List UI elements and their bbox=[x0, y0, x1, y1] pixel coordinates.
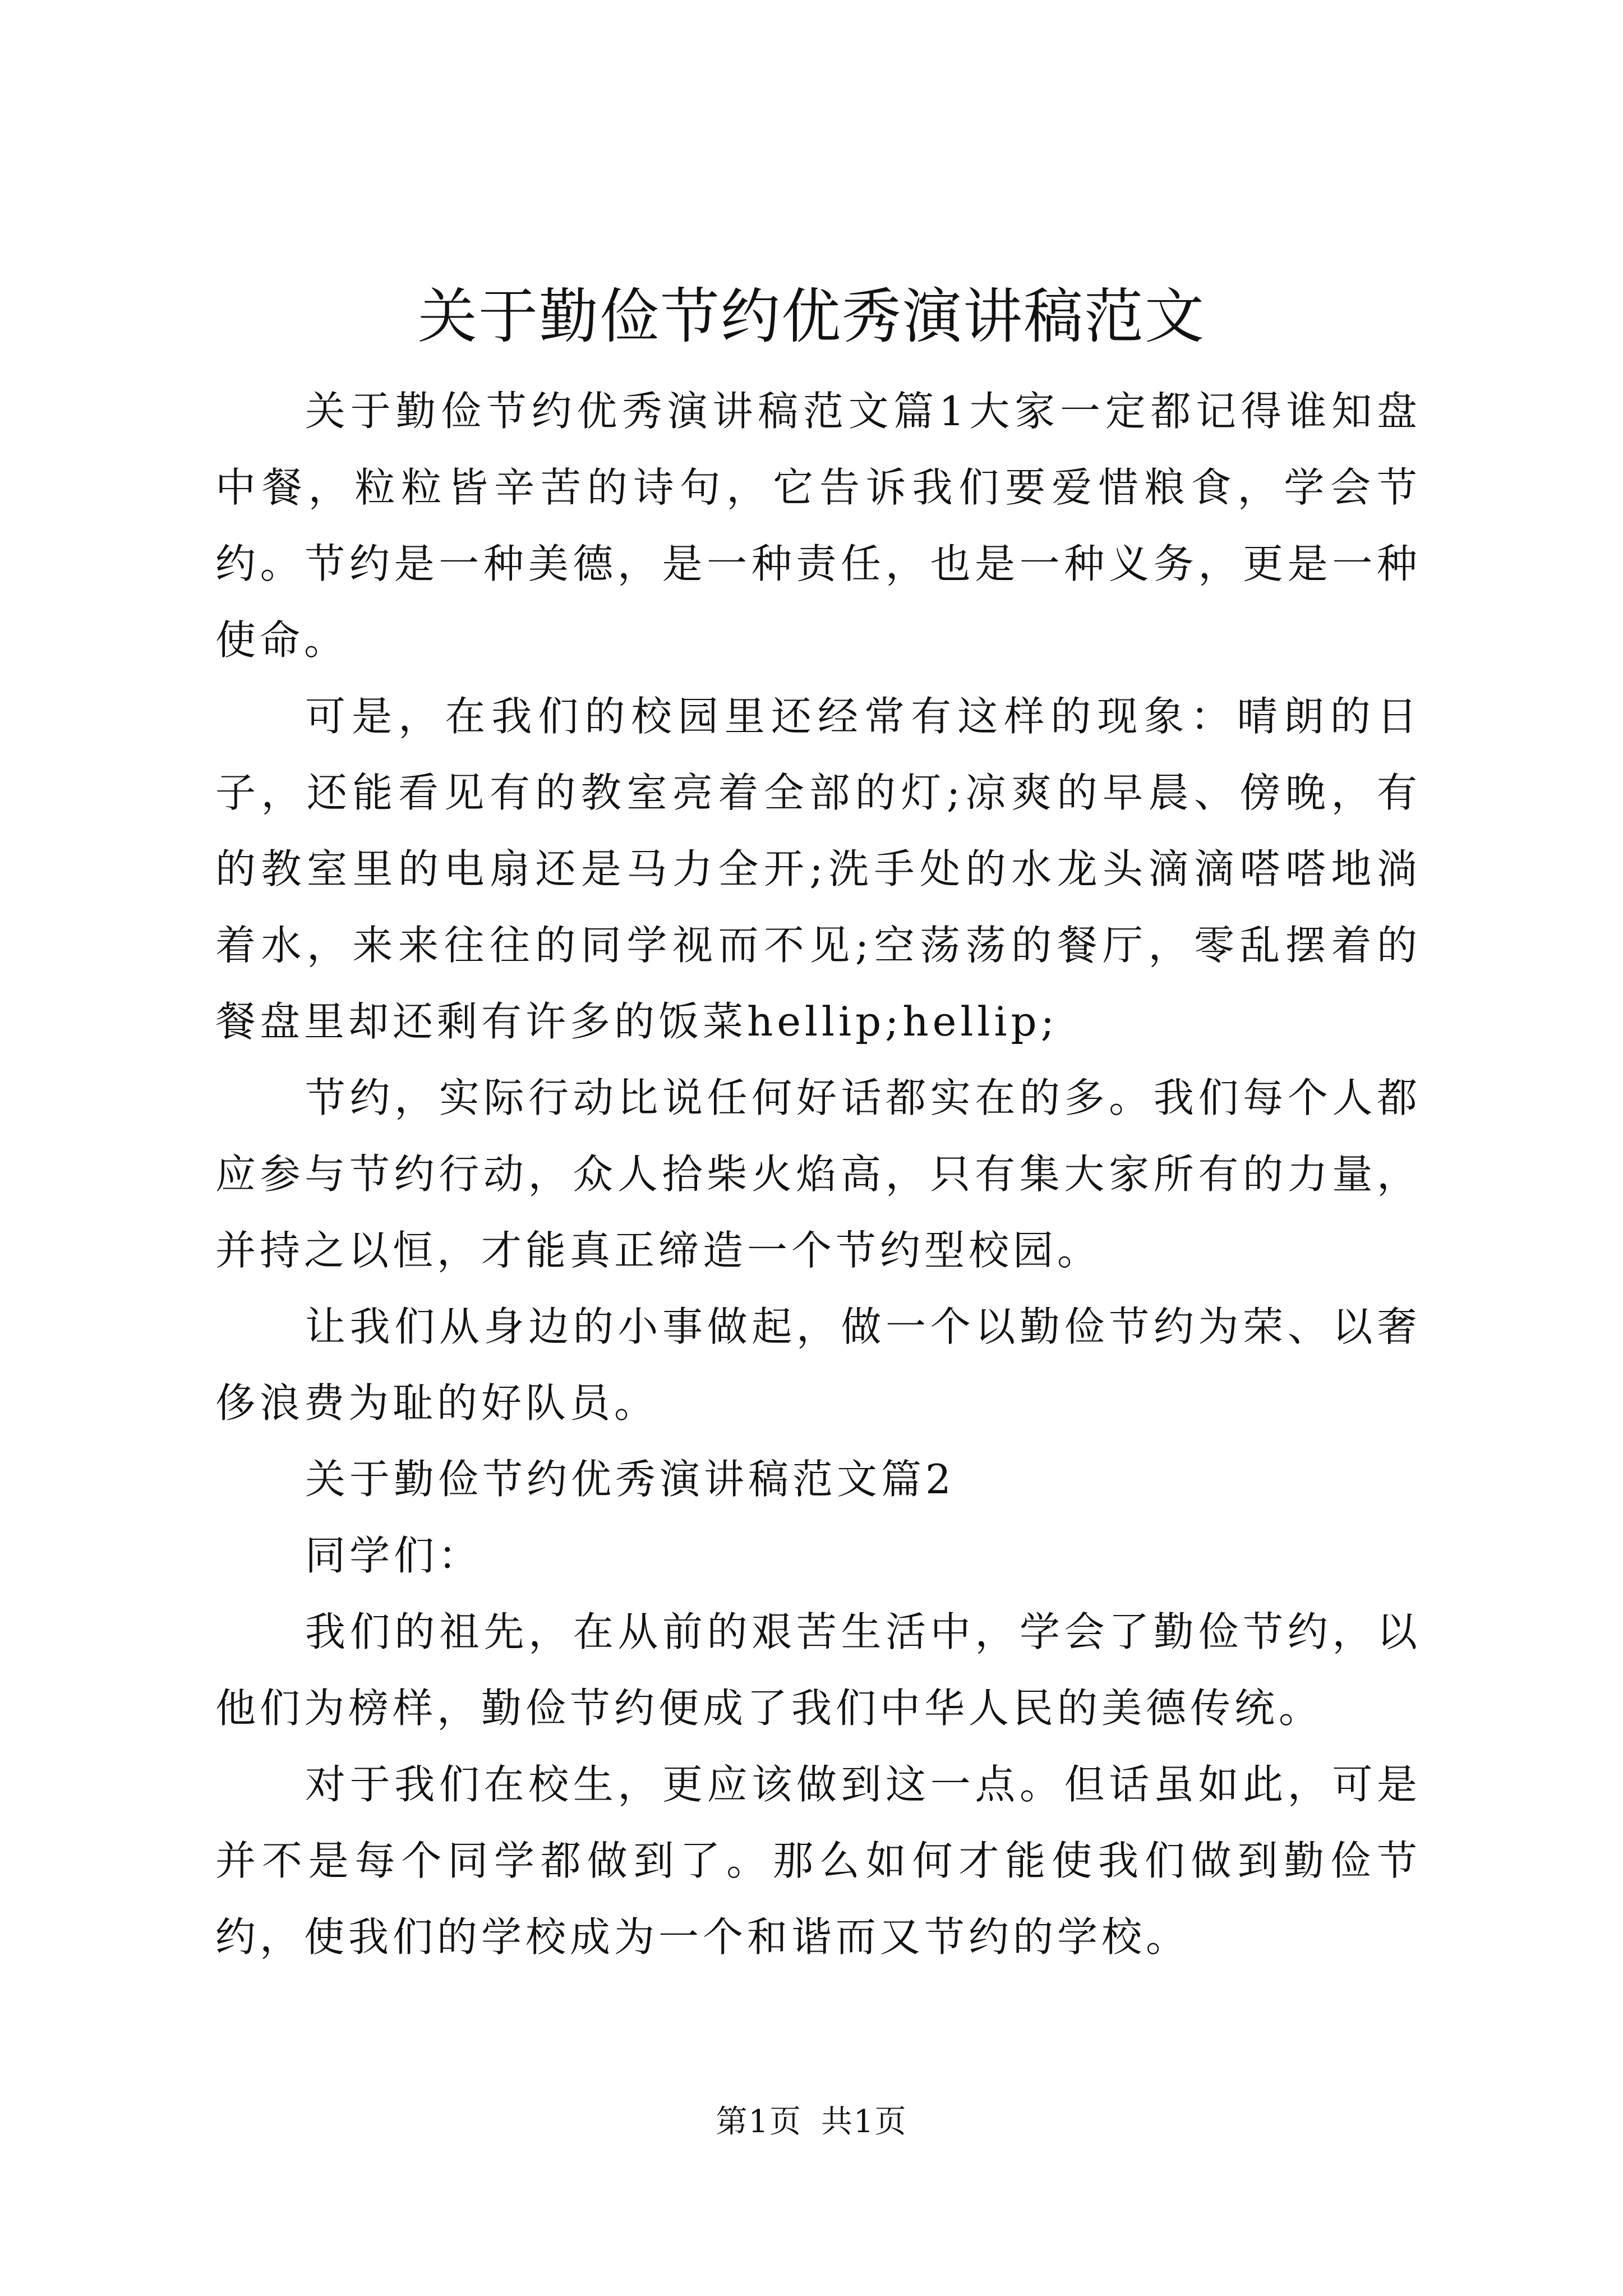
page-number: 第1页 bbox=[716, 2104, 802, 2140]
document-title: 关于勤俭节约优秀演讲稿范文 bbox=[418, 282, 1205, 351]
paragraph: 节约，实际行动比说任何好话都实在的多。我们每个人都应参与节约行动，众人拾柴火焰高，只有集大家所有的力量，并持之以恒，才能真正缔造一个节约型校园。 bbox=[215, 1074, 1421, 1274]
page-footer bbox=[0, 2102, 1623, 2142]
paragraph: 关于勤俭节约优秀演讲稿范文篇1大家一定都记得谁知盘中餐，粒粒皆辛苦的诗句，它告诉我们要爱惜粮食，学会节约。节约是一种美德，是一种责任，也是一种义务，更是一种使命。 bbox=[215, 388, 1421, 664]
document-body bbox=[215, 373, 1421, 1975]
paragraph: 我们的祖先，在从前的艰苦生活中，学会了勤俭节约，以他们为榜样，勤俭节约便成了我们中华人民的美德传统。 bbox=[215, 1608, 1421, 1732]
section-heading: 关于勤俭节约优秀演讲稿范文篇2 bbox=[305, 1456, 955, 1503]
salutation: 同学们： bbox=[305, 1532, 483, 1579]
paragraph: 对于我们在校生，更应该做到这一点。但话虽如此，可是并不是每个同学都做到了。那么如何才能使我们做到勤俭节约，使我们的学校成为一个和谐而又节约的学校。 bbox=[215, 1761, 1421, 1961]
page-total: 共1页 bbox=[821, 2104, 907, 2140]
paragraph: 可是，在我们的校园里还经常有这样的现象：晴朗的日子，还能看见有的教室亮着全部的灯;凉爽的早晨、傍晚，有的教室里的电扇还是马力全开;洗手处的水龙头滴滴嗒嗒地淌着水，来来往往的同学视而不见;空荡荡的餐厅，零乱摆着的餐盘里却还剩有许多的饭菜hellip;hellip; bbox=[215, 693, 1421, 1045]
paragraph: 让我们从身边的小事做起，做一个以勤俭节约为荣、以奢侈浪费为耻的好队员。 bbox=[215, 1303, 1421, 1427]
